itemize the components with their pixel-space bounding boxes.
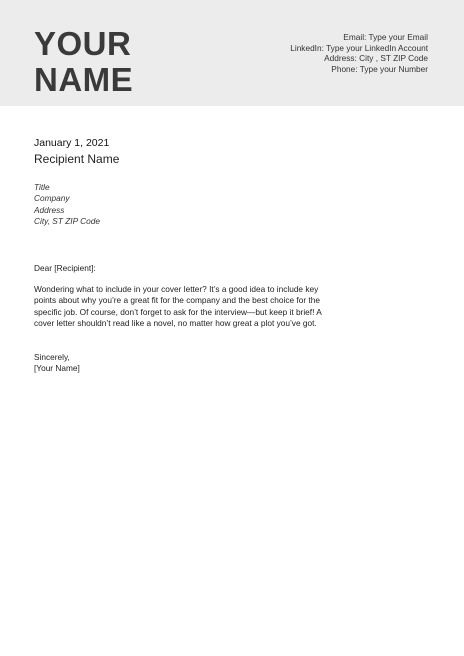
body-line: Wondering what to include in your cover letter? It’s a good idea to include key	[34, 284, 319, 294]
salutation: Dear [Recipient]:	[34, 263, 96, 273]
contact-linkedin: LinkedIn: Type your LinkedIn Account	[290, 42, 428, 53]
sender-name-line1: YOUR	[34, 25, 132, 62]
contact-phone: Phone: Type your Number	[331, 63, 428, 74]
sender-name	[34, 26, 133, 98]
body-line: points about why you’re a great fit for the company and the best choice for the	[34, 295, 320, 306]
contact-address: Address: City , ST ZIP Code	[324, 53, 428, 64]
letter-body	[34, 284, 322, 330]
recipient-company: Company	[34, 193, 70, 204]
sender-name-line2: NAME	[34, 61, 134, 98]
contact-email: Email: Type your Email	[343, 32, 428, 42]
letterhead-banner	[0, 0, 464, 106]
letter-date: January 1, 2021	[34, 137, 110, 149]
body-line: cover letter shouldn’t read like a novel, no matter how great a plot you’ve got.	[34, 318, 317, 329]
closing: Sincerely,	[34, 352, 70, 362]
signature: [Your Name]	[34, 363, 80, 374]
recipient-address	[34, 182, 100, 228]
closing-block	[34, 352, 80, 375]
body-line: specific job. Of course, don’t forget to ask for the interview—but keep it brief! A	[34, 306, 322, 317]
recipient-street: Address	[34, 204, 65, 215]
recipient-city: City, ST ZIP Code	[34, 216, 100, 227]
contact-block	[290, 32, 428, 74]
recipient-name: Recipient Name	[34, 152, 120, 166]
recipient-title: Title	[34, 182, 50, 192]
